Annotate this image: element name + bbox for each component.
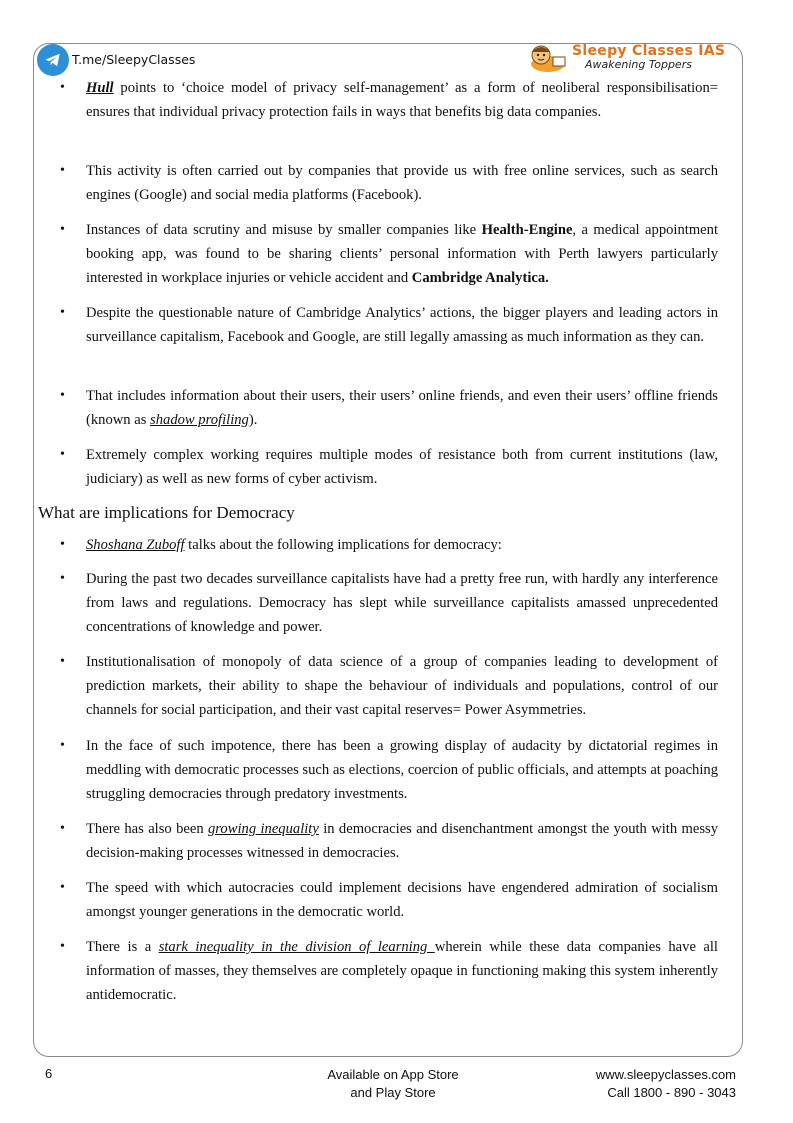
app-store-line: Available on App Store <box>327 1067 459 1082</box>
list-item: • There is a stark inequality in the division of learning wherein while these data companies have all information of masses, they themselves are completely opaque in functioning making this system inherently antidemocratic. <box>86 935 718 1007</box>
list-item: • Shoshana Zuboff talks about the following implications for democracy: <box>86 533 718 557</box>
list-item: • Extremely complex working requires multiple modes of resistance both from current institutions (law, judiciary) as well as new forms of cyber activism. <box>86 443 718 491</box>
list-item: • In the face of such impotence, there has been a growing display of audacity by dictatorial regimes in meddling with democratic processes such as elections, coercion of public officials, and attempts at poaching struggling democracies through predatory investments. <box>86 734 718 806</box>
company-name: Cambridge Analytica. <box>411 270 549 286</box>
author-name: Hull <box>86 80 114 96</box>
emphasis-term: growing inequality <box>208 821 319 837</box>
telegram-handle: T.me/SleepyClasses <box>72 51 196 67</box>
page-number: 6 <box>45 1066 53 1081</box>
list-item: • Despite the questionable nature of Cambridge Analytics’ actions, the bigger players and leading actors in surveillance capitalism, Facebook and Google, are still legally amassing as much information as they can. <box>86 301 718 349</box>
list-item: • During the past two decades surveillance capitalists have had a pretty free run, with hardly any interference from laws and regulations. Democracy has slept while surveillance capitalists amassed unprecedented concentrations of knowledge and power. <box>86 567 718 639</box>
telegram-icon <box>37 44 69 76</box>
section-heading: What are implications for Democracy <box>38 503 295 522</box>
emphasis-term: stark inequality in the division of learning <box>158 939 435 955</box>
list-item: • The speed with which autocracies could implement decisions have engendered admiration of socialism amongst younger generations in the democratic world. <box>86 876 718 924</box>
logo-title: Sleepy Classes IAS <box>572 43 726 59</box>
list-item: • Institutionalisation of monopoly of data science of a group of companies leading to development of prediction markets, their ability to shape the behaviour of individuals and populations, control of our channels for social participation, and their vast capital reserves= Power Asymmetries. <box>86 650 718 722</box>
logo-tagline: Awakening Toppers <box>585 58 692 71</box>
brand-logo <box>527 43 741 73</box>
list-item: • That includes information about their users, their users’ online friends, and even their users’ offline friends (known as shadow profiling). <box>86 384 718 432</box>
emphasis-term: shadow profiling <box>150 412 249 428</box>
phone-number: Call 1800 - 890 - 3043 <box>607 1085 736 1100</box>
company-name: Health-Engine <box>481 222 573 238</box>
telegram-link[interactable] <box>37 44 195 76</box>
website-link[interactable]: www.sleepyclasses.com <box>595 1067 736 1082</box>
list-item: • Hull points to ‘choice model of privacy self-management’ as a form of neoliberal responsibilisation= ensures that individual privacy protection fails in ways that benefits big data companies. <box>86 76 718 124</box>
author-name: Shoshana Zuboff <box>86 537 185 553</box>
play-store-line: and Play Store <box>350 1085 436 1100</box>
list-item: • Instances of data scrutiny and misuse by smaller companies like Health-Engine, a medical appointment booking app, was found to be sharing clients’ personal information with Perth lawyers particularly interested in workplace injuries or vehicle accident and Cambridge Analytica. <box>86 218 718 290</box>
list-item: • This activity is often carried out by companies that provide us with free online services, such as search engines (Google) and social media platforms (Facebook). <box>86 159 718 207</box>
mascot-icon <box>527 43 569 73</box>
contact-info <box>596 1066 736 1102</box>
list-item: • There has also been growing inequality in democracies and disenchantment amongst the youth with messy decision-making processes witnessed in democracies. <box>86 817 718 865</box>
app-store-note <box>300 1066 486 1102</box>
